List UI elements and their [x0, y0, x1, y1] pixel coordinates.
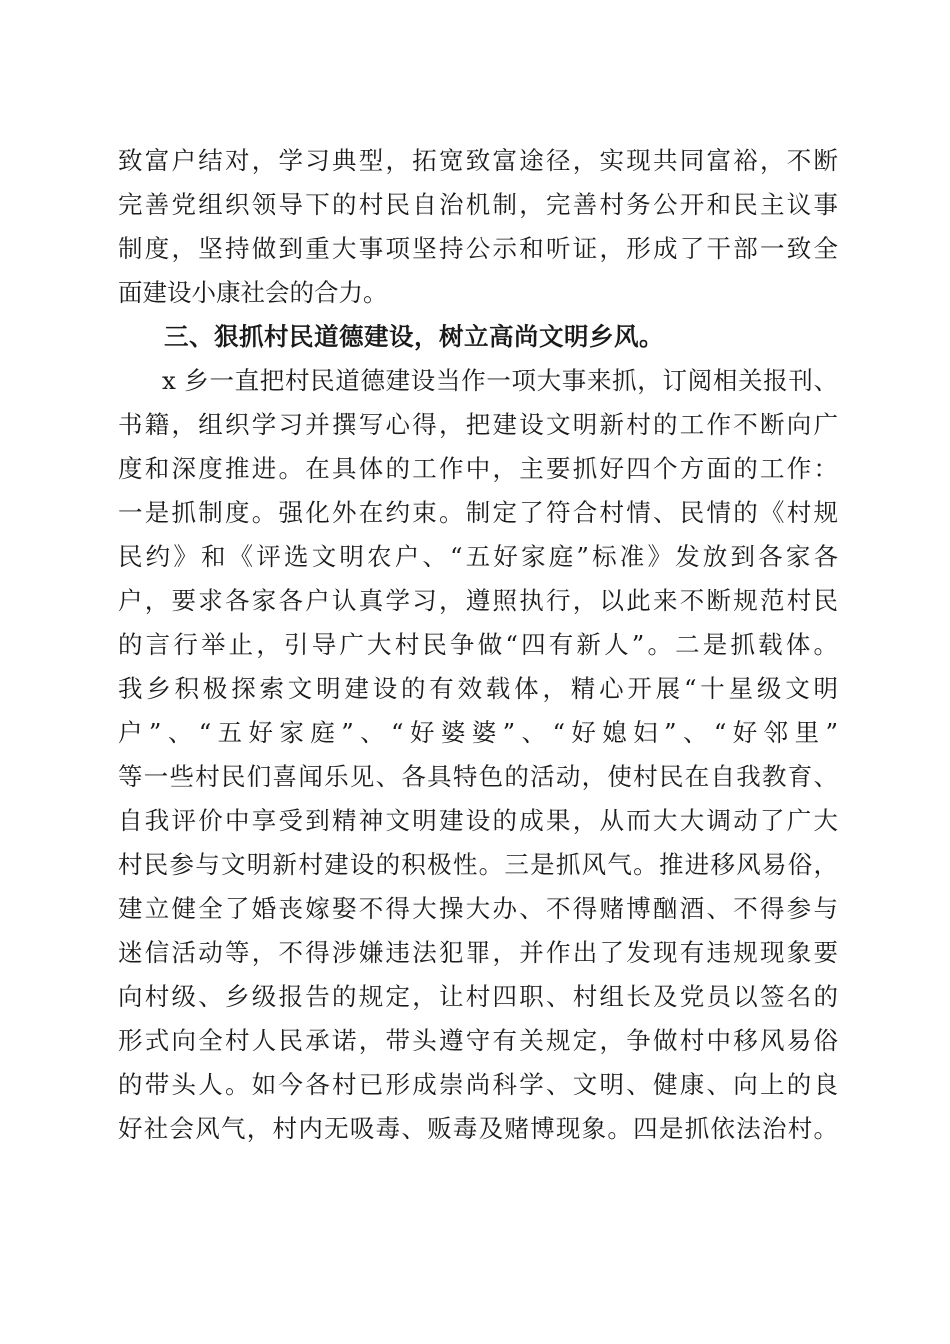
- body-text-line: 户，要求各家各户认真学习，遵照执行，以此来不断规范村民: [118, 586, 838, 615]
- body-text-line: 的言行举止，引导广大村民争做“四有新人”。二是抓载体。: [118, 630, 838, 659]
- body-text-line: 书籍，组织学习并撰写心得，把建设文明新村的工作不断向广: [118, 410, 838, 439]
- body-text-line: 面建设小康社会的合力。: [118, 278, 388, 307]
- body-text-line: 完善党组织领导下的村民自治机制，完善村务公开和民主议事: [118, 190, 838, 219]
- body-text-line: 一是抓制度。强化外在约束。制定了符合村情、民情的《村规: [118, 498, 838, 527]
- section-heading: 三、狠抓村民道德建设，树立高尚文明乡风。: [164, 322, 664, 351]
- body-text-line: 致富户结对，学习典型，拓宽致富途径，实现共同富裕，不断: [118, 146, 838, 175]
- body-text-line: 等一些村民们喜闻乐见、各具特色的活动，使村民在自我教育、: [118, 762, 838, 791]
- body-text-line: 我乡积极探索文明建设的有效载体，精心开展“十星级文明: [118, 674, 838, 703]
- body-text-line: 村民参与文明新村建设的积极性。三是抓风气。推进移风易俗，: [118, 850, 838, 879]
- body-text-line: 民约》和《评选文明农户、“五好家庭”标准》发放到各家各: [118, 542, 838, 571]
- body-text-line: 度和深度推进。在具体的工作中，主要抓好四个方面的工作：: [118, 454, 838, 483]
- body-text-line: 户”、“五好家庭”、“好婆婆”、“好媳妇”、“好邻里”: [118, 718, 838, 747]
- body-text-line: 的带头人。如今各村已形成崇尚科学、文明、健康、向上的良: [118, 1070, 838, 1099]
- paragraph-first-line: x 乡一直把村民道德建设当作一项大事来抓，订阅相关报刊、: [162, 366, 838, 395]
- body-text-line: 向村级、乡级报告的规定，让村四职、村组长及党员以签名的: [118, 982, 838, 1011]
- body-text-line: 形式向全村人民承诺，带头遵守有关规定，争做村中移风易俗: [118, 1026, 838, 1055]
- body-text-line: 自我评价中享受到精神文明建设的成果，从而大大调动了广大: [118, 806, 838, 835]
- body-text-line: 建立健全了婚丧嫁娶不得大操大办、不得赌博酗酒、不得参与: [118, 894, 838, 923]
- body-text-line: 好社会风气，村内无吸毒、贩毒及赌博现象。四是抓依法治村。: [118, 1114, 838, 1143]
- body-text-line: 制度，坚持做到重大事项坚持公示和听证，形成了干部一致全: [118, 234, 838, 263]
- body-text-line: 迷信活动等，不得涉嫌违法犯罪，并作出了发现有违规现象要: [118, 938, 838, 967]
